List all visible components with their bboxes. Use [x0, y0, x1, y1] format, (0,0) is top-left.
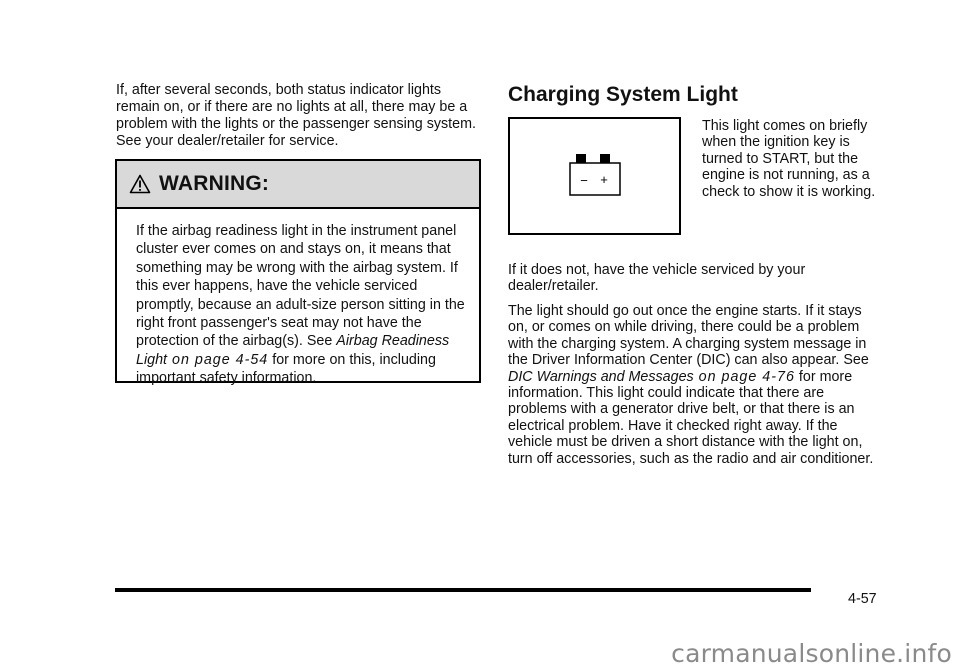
- charging-text-part: for more information. This light could indicate that there are problems with a generator drive belt, or that there is an electrical problem. Have it checked right away. If the vehicle must be driven a short distance with the light on, turn off accessories, such as the radio and air conditioner.: [508, 368, 874, 467]
- footer-rule: [115, 588, 811, 592]
- page-number: 4-57: [848, 591, 877, 607]
- warning-triangle-icon: [129, 174, 151, 194]
- warning-header: [117, 161, 479, 209]
- warning-box: [115, 159, 481, 387]
- warning-text-part: for more on this, including important safety information.: [136, 351, 436, 387]
- battery-icon: [566, 152, 630, 200]
- dic-ref-page: on page 4‑76: [693, 368, 795, 385]
- charging-light-illustration: [508, 117, 681, 235]
- warning-text: [136, 222, 465, 388]
- charging-paragraph-1: If it does not, have the vehicle serviced by your dealer/retailer.: [508, 262, 806, 295]
- charging-side-text: This light comes on briefly when the ignition key is turned to START, but the engine is not running, as a check to show it is working.: [702, 118, 876, 200]
- battery-minus: −: [580, 173, 588, 188]
- warning-ref-title: Airbag Readiness Light: [136, 333, 450, 368]
- watermark: carmanualsonline.info: [671, 639, 952, 668]
- charging-paragraph-2: [508, 303, 878, 467]
- warning-ref-page: on page 4‑54: [167, 351, 269, 368]
- dic-ref-title: DIC Warnings and Messages: [508, 368, 694, 385]
- warning-text-part: If the airbag readiness light in the instrument panel cluster ever comes on and stays on, it means that something may be wrong with the airbag system. If this ever happens, have the vehicle serviced promptly, because an adult-size person sitting in the right front passenger's seat may not have the protection of the airbag(s). See: [136, 223, 465, 350]
- warning-body: [117, 209, 479, 388]
- section-title: Charging System Light: [508, 83, 738, 106]
- dic-cross-reference[interactable]: [508, 369, 795, 385]
- warning-title: WARNING:: [159, 172, 270, 195]
- charging-text-part: The light should go out once the engine starts. If it stays on, or comes on while driving, there could be a problem with the charging system. A charging system message in the Driver Information Center (DIC) can also appear. See: [508, 303, 869, 369]
- battery-plus: +: [600, 172, 608, 187]
- intro-paragraph: If, after several seconds, both status indicator lights remain on, or if there are no lights at all, there may be a problem with the lights or the passenger sensing system. See your dealer/retailer for service.: [116, 82, 476, 149]
